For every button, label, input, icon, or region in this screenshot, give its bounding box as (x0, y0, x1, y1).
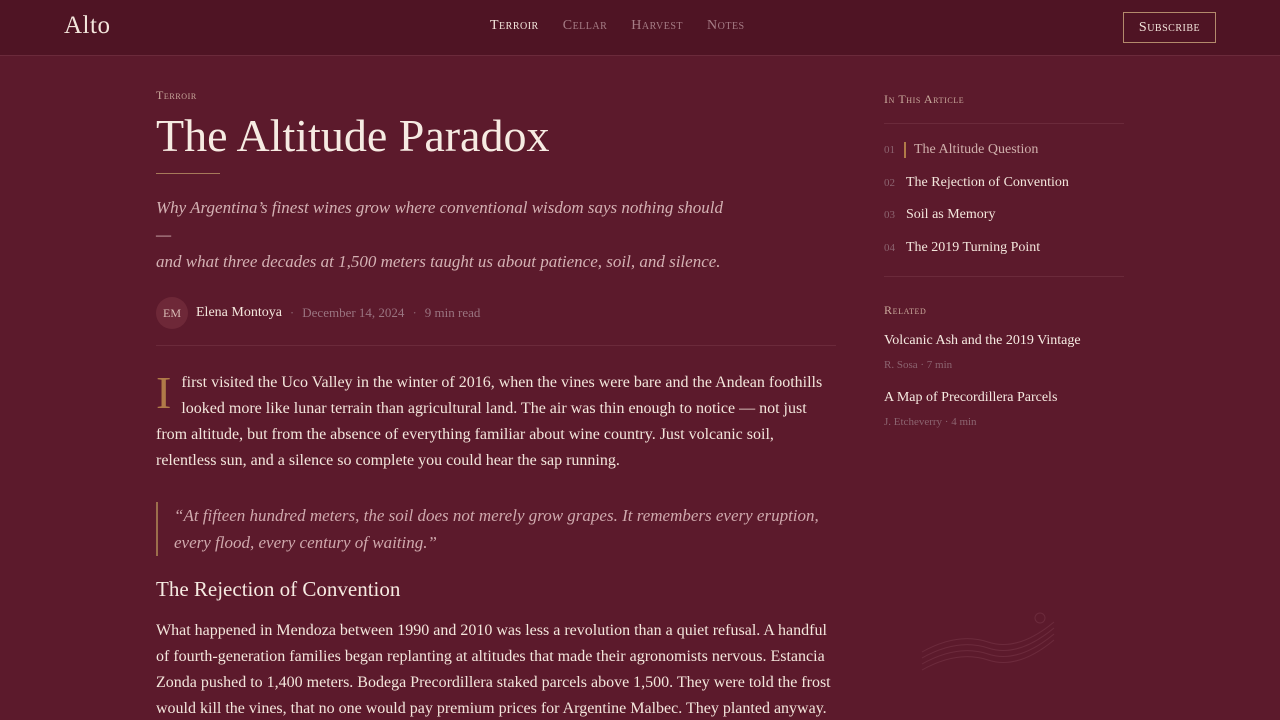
byline-separator: · (412, 305, 417, 320)
related-meta: J. Etcheverry · 4 min (884, 416, 977, 428)
related-label: Related (884, 303, 927, 317)
author-name[interactable]: Elena Montoya (196, 305, 282, 320)
toc-number: 03 (884, 209, 895, 222)
related-article[interactable] (884, 332, 1124, 371)
byline-divider (156, 345, 836, 346)
toc-number: 01 (884, 144, 895, 157)
drop-cap: I (156, 367, 172, 418)
sidebar (884, 92, 1124, 428)
toc-item[interactable] (884, 134, 1124, 167)
dek-line-2: and what three decades at 1,500 meters taught us about patience, soil, and silence. (156, 252, 721, 271)
pull-quote: “At fifteen hundred meters, the soil does not merely grow grapes. It remembers every eruption, every flood, every century of waiting.” (156, 502, 836, 556)
toc-item[interactable] (884, 232, 1124, 265)
article-category[interactable]: Terroir (156, 88, 197, 102)
paragraph-text: first visited the Uco Valley in the winter of 2016, when the vines were bare and the Andean foothills looked more like lunar terrain than agricultural land. The air was thin enough to notice — not just from altitude, but from the absence of everything familiar about wine country. Just volcanic soil, relentless sun, and a silence so complete you could hear the sap running. (156, 374, 823, 469)
byline (156, 297, 836, 329)
toc-label: In This Article (884, 92, 965, 106)
nav-cellar[interactable]: Cellar (562, 18, 608, 33)
author-avatar: EM (156, 297, 188, 329)
article-title: The Altitude Paradox (156, 110, 550, 161)
toc-number: 02 (884, 176, 895, 189)
article-dek (156, 194, 736, 275)
article (156, 88, 836, 720)
related-title[interactable]: A Map of Precordillera Parcels (884, 390, 1058, 405)
toc-item[interactable] (884, 199, 1124, 232)
article-paragraph: What happened in Mendoza between 1990 and 2010 was less a revolution than a quiet refusal. A handful of fourth-generation families began replanting at altitudes that made their agronomists nervous. Estancia Zonda pushed to 1,400 meters. Bodega Precordillera staked parcels above 1,500. They were told the frost would kill the vines, that no one would pay premium prices for Argentine Malbec. They planted anyway. (156, 622, 831, 717)
related-title[interactable]: Volcanic Ash and the 2019 Vintage (884, 333, 1081, 348)
title-rule (156, 173, 220, 174)
toc-link[interactable]: Soil as Memory (906, 207, 996, 223)
toc-link[interactable]: The Rejection of Convention (906, 174, 1069, 190)
subscribe-button[interactable]: Subscribe (1123, 12, 1216, 43)
wave-stamp-icon (918, 610, 1058, 680)
dek-line-1: Why Argentina’s finest wines grow where conventional wisdom says nothing should — (156, 198, 723, 244)
nav-notes[interactable]: Notes (707, 18, 745, 33)
byline-separator: · (289, 305, 295, 320)
sidebar-divider (884, 276, 1124, 277)
nav-terroir[interactable]: Terroir (490, 18, 539, 33)
section-heading: The Rejection of Convention (156, 577, 401, 601)
top-bar (0, 0, 1280, 56)
article-paragraph (156, 367, 836, 474)
toc-link[interactable]: The Altitude Question (904, 142, 1038, 158)
toc-number: 04 (884, 241, 895, 254)
toc-link[interactable]: The 2019 Turning Point (906, 239, 1041, 255)
table-of-contents (884, 134, 1124, 264)
publish-date: December 14, 2024 (302, 305, 405, 320)
nav-harvest[interactable]: Harvest (631, 18, 683, 33)
main-nav (490, 18, 745, 34)
brand-logo[interactable]: Alto (64, 12, 111, 39)
read-time: 9 min read (424, 305, 481, 320)
related-meta: R. Sosa · 7 min (884, 359, 953, 371)
toc-item[interactable] (884, 167, 1124, 200)
sidebar-divider (884, 123, 1124, 124)
related-article[interactable] (884, 389, 1124, 428)
